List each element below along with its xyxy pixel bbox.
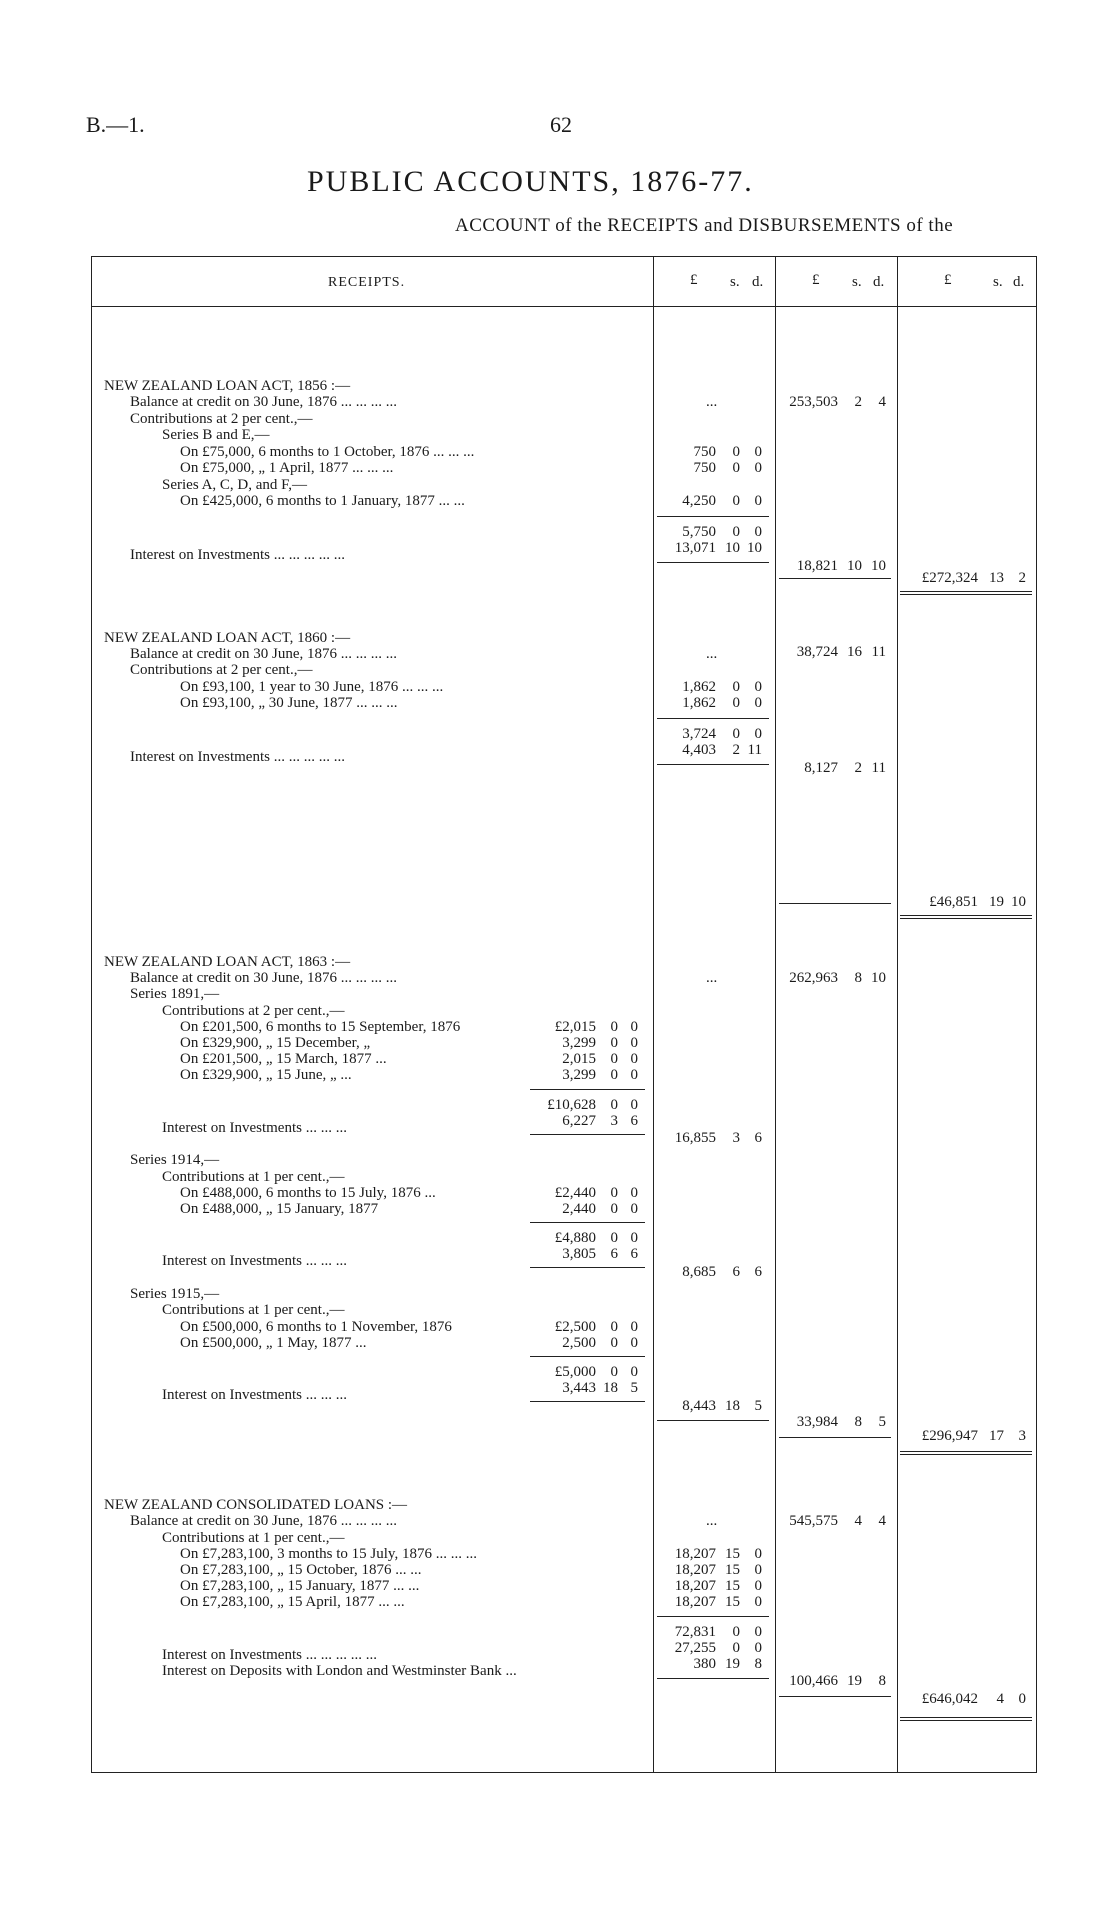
grand-shillings: 19	[989, 894, 1004, 910]
item-shillings: 0	[610, 1319, 618, 1335]
item-shillings: 0	[732, 493, 740, 509]
subtotal-pence: 0	[630, 1097, 638, 1113]
grand-shillings: 4	[996, 1691, 1004, 1707]
subtotal-pence: 0	[754, 726, 762, 742]
total-pounds: 8,127	[804, 760, 838, 776]
item-pence: 0	[630, 1019, 638, 1035]
item-label: On £93,100, 1 year to 30 June, 1876 ... ... ...	[180, 679, 444, 695]
total-pence: 5	[878, 1414, 886, 1430]
item-label: On £500,000, 6 months to 1 November, 1876	[180, 1319, 452, 1335]
page-number: 62	[550, 112, 572, 137]
col3-d: d.	[1013, 274, 1025, 290]
page-subtitle: ACCOUNT of the RECEIPTS and DISBURSEMENTS of the	[455, 215, 954, 236]
item-pounds: 18,207	[674, 1546, 716, 1562]
interest-pence: 5	[630, 1380, 638, 1396]
subtotal-pence: 0	[630, 1364, 638, 1380]
subtotal-shillings: 0	[732, 1624, 740, 1640]
subtotal-pounds: 3,724	[682, 726, 716, 742]
item-shillings: 0	[732, 679, 740, 695]
grand-rule	[900, 1451, 1032, 1452]
subtotal-rule	[657, 718, 769, 719]
item-pounds: 18,207	[674, 1594, 716, 1610]
grand-pounds: £272,324	[921, 570, 978, 586]
total-pence: 11	[871, 760, 886, 776]
interest-shillings: 10	[725, 540, 740, 556]
grand-shillings: 17	[989, 1428, 1004, 1444]
item-label: On £329,900, „ 15 June, „ ...	[180, 1067, 352, 1083]
series-total-pounds: 8,685	[682, 1264, 716, 1280]
balance-shillings: 4	[854, 1513, 862, 1529]
subtotal-rule	[657, 516, 769, 517]
total-pounds: 33,984	[796, 1414, 838, 1430]
balance-label: Balance at credit on 30 June, 1876 ... ... ... ...	[130, 1513, 398, 1529]
interest-label: Interest on Investments ... ... ... ... ...	[162, 1647, 377, 1663]
item-label: On £7,283,100, „ 15 April, 1877 ... ...	[180, 1594, 405, 1610]
series-label: Series 1914,—	[130, 1152, 220, 1168]
interest-pence: 0	[754, 1640, 762, 1656]
table-right-rule	[1036, 256, 1037, 1772]
total-rule	[779, 903, 891, 904]
interest-pence: 6	[630, 1113, 638, 1129]
total-pounds: 18,821	[796, 558, 838, 574]
interest-pounds: 3,443	[562, 1380, 596, 1396]
section-title: NEW ZEALAND LOAN ACT, 1863 :—	[104, 954, 351, 970]
series-label: Series B and E,—	[162, 427, 270, 443]
item-pence: 0	[630, 1335, 638, 1351]
item-shillings: 0	[732, 695, 740, 711]
deposit-pounds: 380	[693, 1656, 716, 1672]
subtotal-shillings: 0	[732, 524, 740, 540]
item-shillings: 0	[610, 1067, 618, 1083]
item-label: On £75,000, 6 months to 1 October, 1876 ... ... ...	[180, 444, 475, 460]
balance-label: Balance at credit on 30 June, 1876 ... ... ... ...	[130, 970, 398, 986]
balance-col1: ...	[706, 646, 718, 662]
item-pounds: 1,862	[682, 695, 716, 711]
balance-pounds: 38,724	[796, 644, 838, 660]
balance-pence: 10	[871, 970, 886, 986]
total-pounds: 100,466	[789, 1673, 838, 1689]
table-left-rule	[91, 256, 92, 1772]
series-total-pence: 6	[754, 1264, 762, 1280]
interest-pence: 6	[630, 1246, 638, 1262]
subtotal-rule	[657, 1678, 769, 1679]
item-pounds: 1,862	[682, 679, 716, 695]
item-shillings: 0	[610, 1019, 618, 1035]
interest-shillings: 3	[610, 1113, 618, 1129]
item-pence: 0	[754, 1594, 762, 1610]
item-shillings: 0	[732, 444, 740, 460]
grand-rule	[900, 915, 1032, 916]
interest-label: Interest on Investments ... ... ...	[162, 1253, 347, 1269]
col1-pound: £	[690, 272, 698, 288]
item-pounds: £2,015	[554, 1019, 596, 1035]
col2-d: d.	[873, 274, 885, 290]
subtotal-rule	[530, 1356, 645, 1357]
total-shillings: 8	[854, 1414, 862, 1430]
item-label: On £329,900, „ 15 December, „	[180, 1035, 371, 1051]
series-label: Series 1891,—	[130, 986, 220, 1002]
section-title: NEW ZEALAND LOAN ACT, 1856 :—	[104, 378, 351, 394]
item-pounds: £2,500	[554, 1319, 596, 1335]
item-pence: 0	[630, 1067, 638, 1083]
series-total-pounds: 16,855	[674, 1130, 716, 1146]
balance-pounds: 262,963	[789, 970, 838, 986]
col3-pound: £	[944, 272, 952, 288]
interest-label: Interest on Investments ... ... ...	[162, 1120, 347, 1136]
interest-shillings: 2	[732, 742, 740, 758]
section-title: NEW ZEALAND LOAN ACT, 1860 :—	[104, 630, 351, 646]
interest-shillings: 18	[603, 1380, 618, 1396]
item-pence: 0	[630, 1201, 638, 1217]
interest-pounds: 13,071	[674, 540, 716, 556]
item-pence: 0	[754, 695, 762, 711]
series-total-pence: 6	[754, 1130, 762, 1146]
grand-rule	[900, 1717, 1032, 1718]
item-label: On £201,500, 6 months to 15 September, 1876	[180, 1019, 461, 1035]
item-pence: 0	[630, 1051, 638, 1067]
item-shillings: 0	[610, 1201, 618, 1217]
total-pence: 8	[878, 1673, 886, 1689]
item-shillings: 0	[610, 1035, 618, 1051]
subtotal-pounds: 5,750	[682, 524, 716, 540]
interest-pounds: 27,255	[674, 1640, 716, 1656]
table-head-rule	[91, 306, 1037, 307]
interest-pounds: 3,805	[562, 1246, 596, 1262]
item-pence: 0	[754, 444, 762, 460]
balance-col1: ...	[706, 1513, 718, 1529]
item-pence: 0	[630, 1035, 638, 1051]
total-rule	[779, 578, 891, 579]
series-total-pounds: 8,443	[682, 1398, 716, 1414]
item-label: On £75,000, „ 1 April, 1877 ... ... ...	[180, 460, 394, 476]
interest-label: Interest on Investments ... ... ... ... ...	[130, 749, 345, 765]
item-label: On £488,000, 6 months to 15 July, 1876 ...	[180, 1185, 436, 1201]
item-shillings: 0	[610, 1335, 618, 1351]
page-ref: B.—1.	[86, 112, 145, 137]
item-shillings: 0	[610, 1051, 618, 1067]
item-pounds: 3,299	[562, 1067, 596, 1083]
table-top-rule	[91, 256, 1037, 257]
item-pence: 0	[754, 460, 762, 476]
item-pounds: 4,250	[682, 493, 716, 509]
grand-pounds: £46,851	[929, 894, 978, 910]
item-label: On £93,100, „ 30 June, 1877 ... ... ...	[180, 695, 398, 711]
item-pence: 0	[754, 679, 762, 695]
series-label: Series A, C, D, and F,—	[162, 477, 308, 493]
grand-rule-2	[900, 594, 1032, 595]
subtotal-pence: 0	[754, 1624, 762, 1640]
table-bottom-rule	[91, 1772, 1037, 1773]
subtotal-rule	[530, 1267, 645, 1268]
col3-rule	[897, 256, 898, 1772]
subtotal-rule	[657, 1420, 769, 1421]
subtotal-rule	[657, 764, 769, 765]
contrib-label: Contributions at 1 per cent.,—	[162, 1530, 345, 1546]
item-shillings: 0	[610, 1185, 618, 1201]
interest-label: Interest on Investments ... ... ...	[162, 1387, 347, 1403]
subtotal-rule	[657, 1616, 769, 1617]
item-label: On £7,283,100, „ 15 October, 1876 ... ...	[180, 1562, 422, 1578]
grand-pounds: £296,947	[921, 1428, 978, 1444]
total-shillings: 10	[847, 558, 862, 574]
interest-pence: 10	[747, 540, 762, 556]
grand-pounds: £646,042	[921, 1691, 978, 1707]
total-rule	[779, 1437, 891, 1438]
balance-label: Balance at credit on 30 June, 1876 ... ... ... ...	[130, 646, 398, 662]
series-total-shillings: 18	[725, 1398, 740, 1414]
subtotal-rule	[530, 1089, 645, 1090]
item-pence: 0	[754, 1562, 762, 1578]
item-pounds: 18,207	[674, 1562, 716, 1578]
grand-rule-2	[900, 1454, 1032, 1455]
balance-pence: 11	[871, 644, 886, 660]
grand-rule	[900, 591, 1032, 592]
total-shillings: 2	[854, 760, 862, 776]
contrib-label: Contributions at 1 per cent.,—	[162, 1169, 345, 1185]
subtotal-shillings: 0	[610, 1230, 618, 1246]
col1-rule	[653, 256, 654, 1772]
item-pounds: 750	[693, 460, 716, 476]
contrib-label: Contributions at 1 per cent.,—	[162, 1302, 345, 1318]
balance-pence: 4	[878, 1513, 886, 1529]
col2-pound: £	[812, 272, 820, 288]
deposit-shillings: 19	[725, 1656, 740, 1672]
contrib-label: Contributions at 2 per cent.,—	[130, 662, 313, 678]
interest-pence: 11	[747, 742, 762, 758]
item-label: On £7,283,100, „ 15 January, 1877 ... ...	[180, 1578, 420, 1594]
item-pence: 0	[630, 1185, 638, 1201]
page-title: PUBLIC ACCOUNTS, 1876-77.	[307, 165, 754, 198]
interest-shillings: 0	[732, 1640, 740, 1656]
balance-shillings: 16	[847, 644, 862, 660]
interest-pounds: 4,403	[682, 742, 716, 758]
item-pounds: 2,015	[562, 1051, 596, 1067]
grand-pence: 0	[1018, 1691, 1026, 1707]
item-pounds: £2,440	[554, 1185, 596, 1201]
subtotal-shillings: 0	[610, 1364, 618, 1380]
item-pence: 0	[630, 1319, 638, 1335]
col1-s: s.	[730, 274, 740, 290]
grand-pence: 10	[1011, 894, 1026, 910]
grand-pence: 3	[1018, 1428, 1026, 1444]
grand-pence: 2	[1018, 570, 1026, 586]
item-shillings: 15	[725, 1594, 740, 1610]
subtotal-rule	[530, 1134, 645, 1135]
contrib-label: Contributions at 2 per cent.,—	[162, 1003, 345, 1019]
item-pounds: 2,500	[562, 1335, 596, 1351]
total-rule	[779, 1696, 891, 1697]
balance-shillings: 2	[854, 394, 862, 410]
total-shillings: 19	[847, 1673, 862, 1689]
subtotal-rule	[657, 562, 769, 563]
item-pence: 0	[754, 1578, 762, 1594]
contrib-label: Contributions at 2 per cent.,—	[130, 411, 313, 427]
series-total-pence: 5	[754, 1398, 762, 1414]
interest-label: Interest on Investments ... ... ... ... ...	[130, 547, 345, 563]
series-total-shillings: 3	[732, 1130, 740, 1146]
item-pence: 0	[754, 493, 762, 509]
subtotal-pounds: 72,831	[674, 1624, 716, 1640]
item-pence: 0	[754, 1546, 762, 1562]
interest-pounds: 6,227	[562, 1113, 596, 1129]
total-pence: 10	[871, 558, 886, 574]
col2-s: s.	[852, 274, 862, 290]
grand-rule-2	[900, 918, 1032, 919]
balance-col1: ...	[706, 394, 718, 410]
section-title: NEW ZEALAND CONSOLIDATED LOANS :—	[104, 1497, 408, 1513]
balance-pounds: 253,503	[789, 394, 838, 410]
item-label: On £425,000, 6 months to 1 January, 1877 ... ...	[180, 493, 465, 509]
grand-shillings: 13	[989, 570, 1004, 586]
interest-shillings: 6	[610, 1246, 618, 1262]
item-shillings: 15	[725, 1562, 740, 1578]
subtotal-rule	[530, 1401, 645, 1402]
item-shillings: 15	[725, 1578, 740, 1594]
series-label: Series 1915,—	[130, 1286, 220, 1302]
item-label: On £500,000, „ 1 May, 1877 ...	[180, 1335, 367, 1351]
subtotal-shillings: 0	[610, 1097, 618, 1113]
item-pounds: 2,440	[562, 1201, 596, 1217]
subtotal-shillings: 0	[732, 726, 740, 742]
balance-label: Balance at credit on 30 June, 1876 ... ... ... ...	[130, 394, 398, 410]
item-shillings: 15	[725, 1546, 740, 1562]
item-label: On £201,500, „ 15 March, 1877 ...	[180, 1051, 387, 1067]
subtotal-pounds: £4,880	[554, 1230, 596, 1246]
col1-d: d.	[752, 274, 764, 290]
item-pounds: 750	[693, 444, 716, 460]
deposit-interest-label: Interest on Deposits with London and Westminster Bank ...	[162, 1663, 517, 1679]
col2-rule	[775, 256, 776, 1772]
item-label: On £7,283,100, 3 months to 15 July, 1876 ... ... ...	[180, 1546, 477, 1562]
col3-s: s.	[993, 274, 1003, 290]
deposit-pence: 8	[754, 1656, 762, 1672]
series-total-shillings: 6	[732, 1264, 740, 1280]
subtotal-pounds: £5,000	[554, 1364, 596, 1380]
subtotal-pence: 0	[630, 1230, 638, 1246]
item-shillings: 0	[732, 460, 740, 476]
subtotal-pounds: £10,628	[547, 1097, 596, 1113]
item-pounds: 18,207	[674, 1578, 716, 1594]
grand-rule-2	[900, 1720, 1032, 1721]
subtotal-pence: 0	[754, 524, 762, 540]
balance-pounds: 545,575	[789, 1513, 838, 1529]
subtotal-rule	[530, 1222, 645, 1223]
receipts-heading: RECEIPTS.	[328, 275, 406, 290]
balance-col1: ...	[706, 970, 718, 986]
balance-shillings: 8	[854, 970, 862, 986]
item-label: On £488,000, „ 15 January, 1877	[180, 1201, 379, 1217]
balance-pence: 4	[878, 394, 886, 410]
item-pounds: 3,299	[562, 1035, 596, 1051]
